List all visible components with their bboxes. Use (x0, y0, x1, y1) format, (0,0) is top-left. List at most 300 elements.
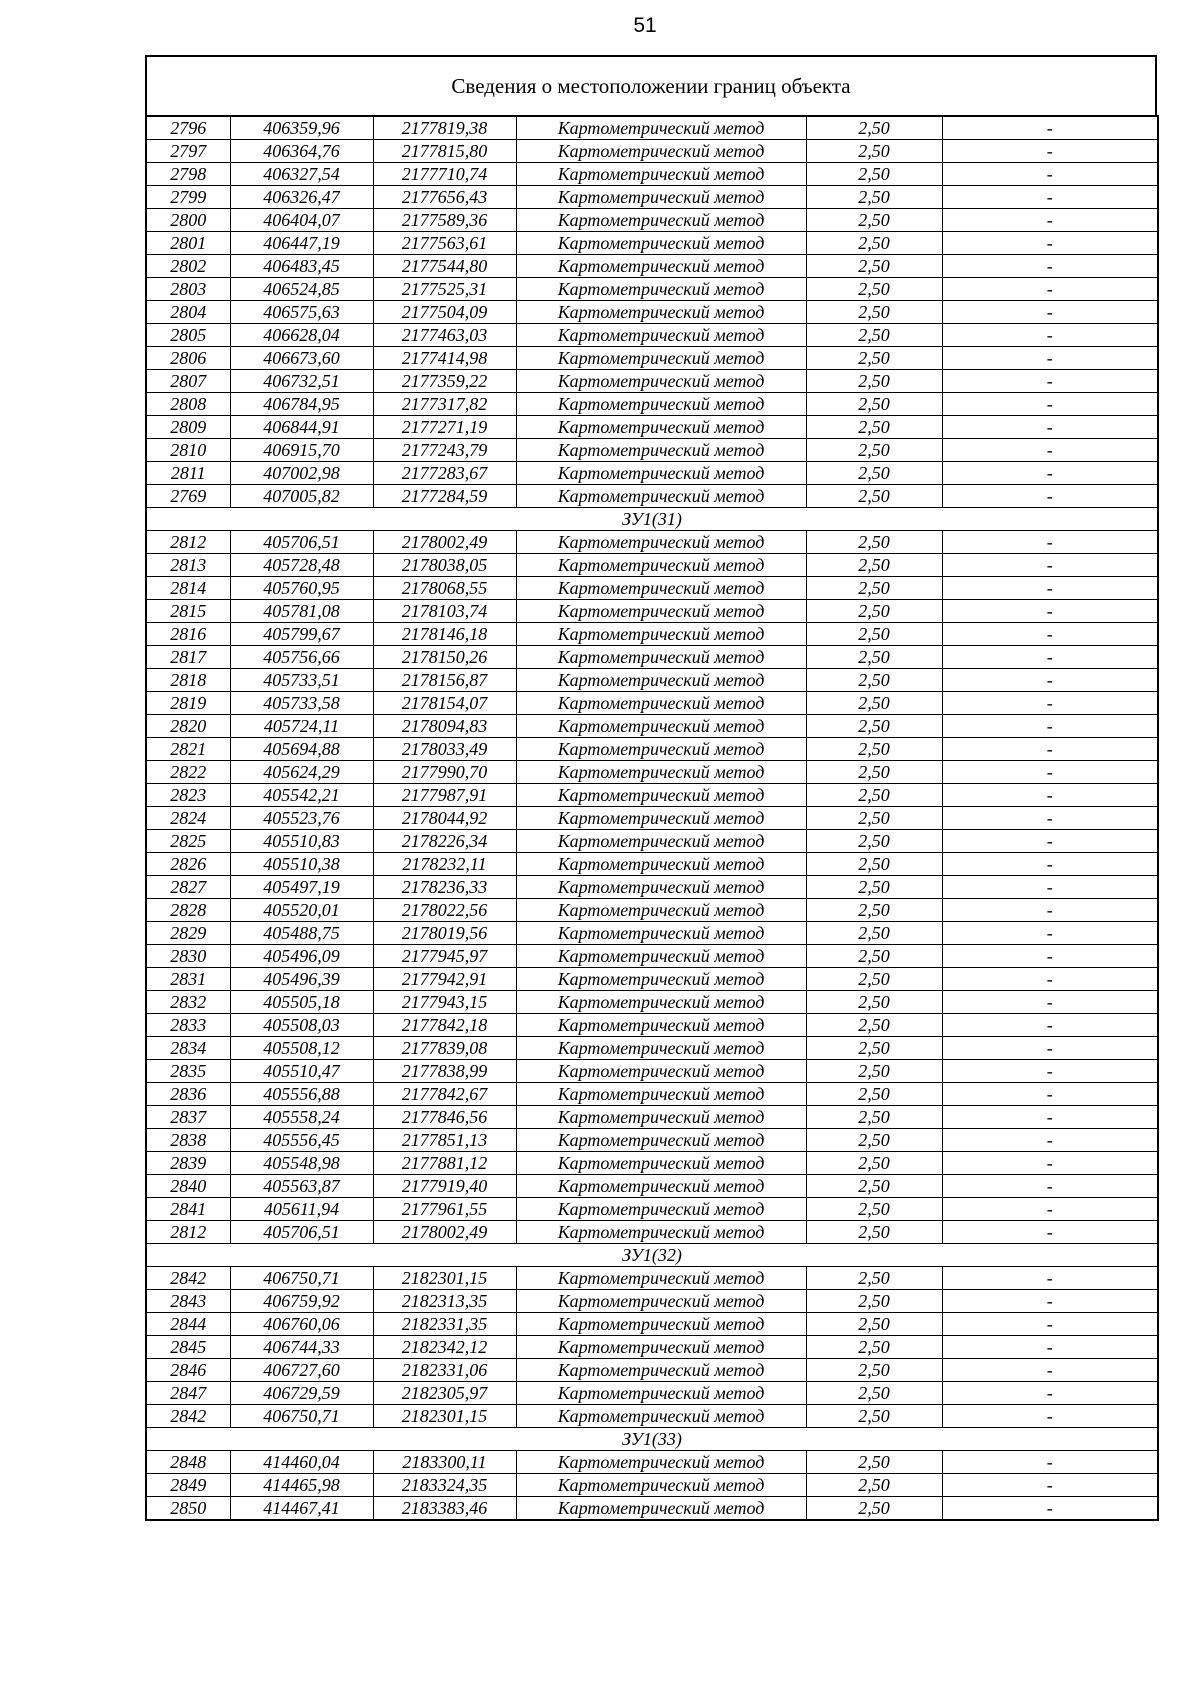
section-label: ЗУ1(31) (146, 508, 1158, 531)
coordinate-x-cell: 405542,21 (230, 784, 373, 807)
accuracy-cell: 2,50 (806, 899, 942, 922)
coordinate-y-cell: 2177839,08 (373, 1037, 516, 1060)
point-number-cell: 2809 (146, 416, 230, 439)
method-cell: Картометрический метод (516, 600, 806, 623)
accuracy-cell: 2,50 (806, 1198, 942, 1221)
point-number-cell: 2819 (146, 692, 230, 715)
coordinate-y-cell: 2177463,03 (373, 324, 516, 347)
table-row (146, 163, 1158, 186)
method-cell: Картометрический метод (516, 531, 806, 554)
coordinate-y-cell: 2182305,97 (373, 1382, 516, 1405)
point-number-cell: 2817 (146, 646, 230, 669)
note-cell: - (942, 278, 1158, 301)
table-row (146, 899, 1158, 922)
coordinates-table-body (146, 116, 1158, 1520)
accuracy-cell: 2,50 (806, 692, 942, 715)
note-cell: - (942, 807, 1158, 830)
coordinate-x-cell: 414467,41 (230, 1497, 373, 1521)
table-row (146, 393, 1158, 416)
note-cell: - (942, 1290, 1158, 1313)
coordinate-y-cell: 2177283,67 (373, 462, 516, 485)
coordinate-y-cell: 2177563,61 (373, 232, 516, 255)
accuracy-cell: 2,50 (806, 485, 942, 508)
coordinate-x-cell: 405508,12 (230, 1037, 373, 1060)
note-cell: - (942, 1382, 1158, 1405)
coordinate-x-cell: 405563,87 (230, 1175, 373, 1198)
coordinate-x-cell: 407002,98 (230, 462, 373, 485)
point-number-cell: 2769 (146, 485, 230, 508)
note-cell: - (942, 116, 1158, 140)
method-cell: Картометрический метод (516, 1014, 806, 1037)
method-cell: Картометрический метод (516, 186, 806, 209)
point-number-cell: 2808 (146, 393, 230, 416)
point-number-cell: 2798 (146, 163, 230, 186)
point-number-cell: 2841 (146, 1198, 230, 1221)
note-cell: - (942, 163, 1158, 186)
accuracy-cell: 2,50 (806, 876, 942, 899)
method-cell: Картометрический метод (516, 1336, 806, 1359)
accuracy-cell: 2,50 (806, 209, 942, 232)
method-cell: Картометрический метод (516, 1474, 806, 1497)
method-cell: Картометрический метод (516, 462, 806, 485)
note-cell: - (942, 1060, 1158, 1083)
method-cell: Картометрический метод (516, 807, 806, 830)
accuracy-cell: 2,50 (806, 830, 942, 853)
method-cell: Картометрический метод (516, 577, 806, 600)
table-row (146, 1382, 1158, 1405)
note-cell: - (942, 1474, 1158, 1497)
point-number-cell: 2811 (146, 462, 230, 485)
accuracy-cell: 2,50 (806, 1497, 942, 1521)
point-number-cell: 2848 (146, 1451, 230, 1474)
method-cell: Картометрический метод (516, 1451, 806, 1474)
point-number-cell: 2835 (146, 1060, 230, 1083)
coordinate-y-cell: 2177838,99 (373, 1060, 516, 1083)
point-number-cell: 2823 (146, 784, 230, 807)
coordinate-x-cell: 406760,06 (230, 1313, 373, 1336)
method-cell: Картометрический метод (516, 1313, 806, 1336)
table-row (146, 1497, 1158, 1521)
table-row (146, 439, 1158, 462)
method-cell: Картометрический метод (516, 163, 806, 186)
coordinate-y-cell: 2177961,55 (373, 1198, 516, 1221)
method-cell: Картометрический метод (516, 715, 806, 738)
coordinate-x-cell: 406732,51 (230, 370, 373, 393)
note-cell: - (942, 830, 1158, 853)
point-number-cell: 2844 (146, 1313, 230, 1336)
point-number-cell: 2815 (146, 600, 230, 623)
point-number-cell: 2837 (146, 1106, 230, 1129)
coordinate-y-cell: 2177504,09 (373, 301, 516, 324)
point-number-cell: 2799 (146, 186, 230, 209)
note-cell: - (942, 1198, 1158, 1221)
accuracy-cell: 2,50 (806, 232, 942, 255)
method-cell: Картометрический метод (516, 416, 806, 439)
coordinate-x-cell: 407005,82 (230, 485, 373, 508)
coordinate-x-cell: 405706,51 (230, 1221, 373, 1244)
accuracy-cell: 2,50 (806, 1014, 942, 1037)
accuracy-cell: 2,50 (806, 968, 942, 991)
table-row (146, 209, 1158, 232)
method-cell: Картометрический метод (516, 1060, 806, 1083)
coordinate-x-cell: 406404,07 (230, 209, 373, 232)
note-cell: - (942, 370, 1158, 393)
method-cell: Картометрический метод (516, 1106, 806, 1129)
coordinate-y-cell: 2178038,05 (373, 554, 516, 577)
coordinate-x-cell: 406729,59 (230, 1382, 373, 1405)
table-row (146, 255, 1158, 278)
page-number: 51 (633, 14, 657, 37)
accuracy-cell: 2,50 (806, 715, 942, 738)
method-cell: Картометрический метод (516, 140, 806, 163)
coordinate-y-cell: 2178033,49 (373, 738, 516, 761)
method-cell: Картометрический метод (516, 830, 806, 853)
note-cell: - (942, 485, 1158, 508)
note-cell: - (942, 1083, 1158, 1106)
method-cell: Картометрический метод (516, 439, 806, 462)
point-number-cell: 2820 (146, 715, 230, 738)
table-row (146, 1290, 1158, 1313)
note-cell: - (942, 715, 1158, 738)
table-row (146, 1083, 1158, 1106)
accuracy-cell: 2,50 (806, 278, 942, 301)
note-cell: - (942, 600, 1158, 623)
method-cell: Картометрический метод (516, 646, 806, 669)
coordinate-y-cell: 2178094,83 (373, 715, 516, 738)
coordinate-x-cell: 405799,67 (230, 623, 373, 646)
table-row (146, 531, 1158, 554)
method-cell: Картометрический метод (516, 1037, 806, 1060)
table-row (146, 1313, 1158, 1336)
table-row (146, 761, 1158, 784)
accuracy-cell: 2,50 (806, 738, 942, 761)
coordinate-x-cell: 406744,33 (230, 1336, 373, 1359)
method-cell: Картометрический метод (516, 393, 806, 416)
coordinate-x-cell: 406364,76 (230, 140, 373, 163)
table-row (146, 669, 1158, 692)
point-number-cell: 2796 (146, 116, 230, 140)
point-number-cell: 2807 (146, 370, 230, 393)
coordinate-y-cell: 2183300,11 (373, 1451, 516, 1474)
coordinate-x-cell: 406628,04 (230, 324, 373, 347)
note-cell: - (942, 1451, 1158, 1474)
note-cell: - (942, 554, 1158, 577)
accuracy-cell: 2,50 (806, 922, 942, 945)
table-row (146, 462, 1158, 485)
accuracy-cell: 2,50 (806, 1336, 942, 1359)
coordinate-x-cell: 406326,47 (230, 186, 373, 209)
coordinate-x-cell: 406359,96 (230, 116, 373, 140)
table-row (146, 784, 1158, 807)
coordinate-x-cell: 405497,19 (230, 876, 373, 899)
accuracy-cell: 2,50 (806, 807, 942, 830)
method-cell: Картометрический метод (516, 991, 806, 1014)
table-row (146, 1198, 1158, 1221)
table-row (146, 600, 1158, 623)
table-row (146, 1129, 1158, 1152)
note-cell: - (942, 784, 1158, 807)
accuracy-cell: 2,50 (806, 1129, 942, 1152)
note-cell: - (942, 301, 1158, 324)
note-cell: - (942, 1497, 1158, 1521)
accuracy-cell: 2,50 (806, 991, 942, 1014)
method-cell: Картометрический метод (516, 324, 806, 347)
note-cell: - (942, 531, 1158, 554)
point-number-cell: 2834 (146, 1037, 230, 1060)
accuracy-cell: 2,50 (806, 1037, 942, 1060)
note-cell: - (942, 738, 1158, 761)
coordinate-x-cell: 406327,54 (230, 163, 373, 186)
section-label: ЗУ1(33) (146, 1428, 1158, 1451)
coordinate-y-cell: 2177987,91 (373, 784, 516, 807)
table-row (146, 140, 1158, 163)
note-cell: - (942, 991, 1158, 1014)
coordinate-y-cell: 2177815,80 (373, 140, 516, 163)
point-number-cell: 2843 (146, 1290, 230, 1313)
note-cell: - (942, 577, 1158, 600)
method-cell: Картометрический метод (516, 1267, 806, 1290)
accuracy-cell: 2,50 (806, 347, 942, 370)
coordinate-x-cell: 405505,18 (230, 991, 373, 1014)
accuracy-cell: 2,50 (806, 370, 942, 393)
coordinate-x-cell: 405728,48 (230, 554, 373, 577)
coordinate-y-cell: 2182313,35 (373, 1290, 516, 1313)
point-number-cell: 2826 (146, 853, 230, 876)
point-number-cell: 2801 (146, 232, 230, 255)
table-row (146, 485, 1158, 508)
point-number-cell: 2802 (146, 255, 230, 278)
point-number-cell: 2821 (146, 738, 230, 761)
table-row (146, 830, 1158, 853)
method-cell: Картометрический метод (516, 853, 806, 876)
coordinate-x-cell: 405556,45 (230, 1129, 373, 1152)
table-row (146, 301, 1158, 324)
coordinate-y-cell: 2177414,98 (373, 347, 516, 370)
accuracy-cell: 2,50 (806, 646, 942, 669)
accuracy-cell: 2,50 (806, 669, 942, 692)
accuracy-cell: 2,50 (806, 1405, 942, 1428)
point-number-cell: 2829 (146, 922, 230, 945)
point-number-cell: 2849 (146, 1474, 230, 1497)
coordinate-y-cell: 2178156,87 (373, 669, 516, 692)
note-cell: - (942, 140, 1158, 163)
accuracy-cell: 2,50 (806, 1474, 942, 1497)
table-row (146, 1152, 1158, 1175)
coordinate-y-cell: 2177919,40 (373, 1175, 516, 1198)
table-row (146, 646, 1158, 669)
accuracy-cell: 2,50 (806, 945, 942, 968)
coordinate-x-cell: 405760,95 (230, 577, 373, 600)
accuracy-cell: 2,50 (806, 1359, 942, 1382)
point-number-cell: 2833 (146, 1014, 230, 1037)
point-number-cell: 2818 (146, 669, 230, 692)
note-cell: - (942, 1129, 1158, 1152)
coordinate-y-cell: 2177284,59 (373, 485, 516, 508)
method-cell: Картометрический метод (516, 116, 806, 140)
table-row (146, 968, 1158, 991)
coordinate-y-cell: 2183324,35 (373, 1474, 516, 1497)
method-cell: Картометрический метод (516, 738, 806, 761)
accuracy-cell: 2,50 (806, 462, 942, 485)
method-cell: Картометрический метод (516, 1405, 806, 1428)
coordinate-x-cell: 405510,38 (230, 853, 373, 876)
table-row (146, 807, 1158, 830)
method-cell: Картометрический метод (516, 554, 806, 577)
coordinate-y-cell: 2182331,06 (373, 1359, 516, 1382)
note-cell: - (942, 1037, 1158, 1060)
accuracy-cell: 2,50 (806, 1451, 942, 1474)
method-cell: Картометрический метод (516, 761, 806, 784)
accuracy-cell: 2,50 (806, 784, 942, 807)
accuracy-cell: 2,50 (806, 324, 942, 347)
coordinate-y-cell: 2178002,49 (373, 531, 516, 554)
coordinate-y-cell: 2177945,97 (373, 945, 516, 968)
method-cell: Картометрический метод (516, 692, 806, 715)
coordinate-x-cell: 405510,83 (230, 830, 373, 853)
coordinate-x-cell: 405624,29 (230, 761, 373, 784)
table-row (146, 347, 1158, 370)
coordinate-x-cell: 405781,08 (230, 600, 373, 623)
point-number-cell: 2846 (146, 1359, 230, 1382)
table-row (146, 876, 1158, 899)
method-cell: Картометрический метод (516, 784, 806, 807)
accuracy-cell: 2,50 (806, 600, 942, 623)
coordinate-y-cell: 2177842,18 (373, 1014, 516, 1037)
table-row (146, 1359, 1158, 1382)
coordinate-x-cell: 405548,98 (230, 1152, 373, 1175)
section-header-row (146, 508, 1158, 531)
section-header-row (146, 1428, 1158, 1451)
accuracy-cell: 2,50 (806, 1152, 942, 1175)
coordinate-y-cell: 2178103,74 (373, 600, 516, 623)
point-number-cell: 2804 (146, 301, 230, 324)
coordinate-x-cell: 405556,88 (230, 1083, 373, 1106)
point-number-cell: 2816 (146, 623, 230, 646)
table-row (146, 945, 1158, 968)
accuracy-cell: 2,50 (806, 1382, 942, 1405)
point-number-cell: 2840 (146, 1175, 230, 1198)
accuracy-cell: 2,50 (806, 116, 942, 140)
accuracy-cell: 2,50 (806, 1267, 942, 1290)
accuracy-cell: 2,50 (806, 439, 942, 462)
table-row (146, 715, 1158, 738)
table-row (146, 623, 1158, 646)
note-cell: - (942, 324, 1158, 347)
method-cell: Картометрический метод (516, 1152, 806, 1175)
point-number-cell: 2812 (146, 1221, 230, 1244)
accuracy-cell: 2,50 (806, 761, 942, 784)
table-row (146, 1451, 1158, 1474)
accuracy-cell: 2,50 (806, 301, 942, 324)
coordinate-x-cell: 405508,03 (230, 1014, 373, 1037)
point-number-cell: 2822 (146, 761, 230, 784)
coordinate-y-cell: 2177842,67 (373, 1083, 516, 1106)
method-cell: Картометрический метод (516, 876, 806, 899)
coordinate-y-cell: 2177851,13 (373, 1129, 516, 1152)
method-cell: Картометрический метод (516, 1382, 806, 1405)
point-number-cell: 2803 (146, 278, 230, 301)
method-cell: Картометрический метод (516, 1497, 806, 1521)
coordinate-x-cell: 405733,51 (230, 669, 373, 692)
coordinate-y-cell: 2183383,46 (373, 1497, 516, 1521)
coordinate-x-cell: 406447,19 (230, 232, 373, 255)
point-number-cell: 2832 (146, 991, 230, 1014)
coordinates-table (145, 115, 1159, 1521)
point-number-cell: 2810 (146, 439, 230, 462)
table-row (146, 692, 1158, 715)
coordinate-y-cell: 2182301,15 (373, 1267, 516, 1290)
method-cell: Картометрический метод (516, 1290, 806, 1313)
point-number-cell: 2842 (146, 1267, 230, 1290)
method-cell: Картометрический метод (516, 278, 806, 301)
table-row (146, 232, 1158, 255)
coordinate-x-cell: 405611,94 (230, 1198, 373, 1221)
table-row (146, 738, 1158, 761)
note-cell: - (942, 623, 1158, 646)
section-label: ЗУ1(32) (146, 1244, 1158, 1267)
coordinate-x-cell: 406784,95 (230, 393, 373, 416)
accuracy-cell: 2,50 (806, 1290, 942, 1313)
coordinate-y-cell: 2177589,36 (373, 209, 516, 232)
table-row (146, 1405, 1158, 1428)
table-row (146, 577, 1158, 600)
accuracy-cell: 2,50 (806, 255, 942, 278)
coordinate-y-cell: 2177710,74 (373, 163, 516, 186)
coordinate-x-cell: 406575,63 (230, 301, 373, 324)
coordinate-x-cell: 406915,70 (230, 439, 373, 462)
coordinate-y-cell: 2177271,19 (373, 416, 516, 439)
coordinate-y-cell: 2178019,56 (373, 922, 516, 945)
note-cell: - (942, 1152, 1158, 1175)
point-number-cell: 2827 (146, 876, 230, 899)
note-cell: - (942, 922, 1158, 945)
point-number-cell: 2830 (146, 945, 230, 968)
point-number-cell: 2814 (146, 577, 230, 600)
table-row (146, 1267, 1158, 1290)
accuracy-cell: 2,50 (806, 416, 942, 439)
accuracy-cell: 2,50 (806, 163, 942, 186)
coordinate-y-cell: 2177359,22 (373, 370, 516, 393)
table-row (146, 853, 1158, 876)
coordinate-y-cell: 2177846,56 (373, 1106, 516, 1129)
coordinate-x-cell: 406844,91 (230, 416, 373, 439)
note-cell: - (942, 1221, 1158, 1244)
boundary-sheet (145, 55, 1157, 1521)
method-cell: Картометрический метод (516, 370, 806, 393)
point-number-cell: 2842 (146, 1405, 230, 1428)
table-row (146, 416, 1158, 439)
point-number-cell: 2839 (146, 1152, 230, 1175)
coordinate-x-cell: 405496,39 (230, 968, 373, 991)
coordinate-x-cell: 406750,71 (230, 1405, 373, 1428)
method-cell: Картометрический метод (516, 485, 806, 508)
coordinate-x-cell: 405558,24 (230, 1106, 373, 1129)
method-cell: Картометрический метод (516, 899, 806, 922)
accuracy-cell: 2,50 (806, 577, 942, 600)
coordinate-y-cell: 2182301,15 (373, 1405, 516, 1428)
coordinate-y-cell: 2182342,12 (373, 1336, 516, 1359)
note-cell: - (942, 347, 1158, 370)
coordinate-y-cell: 2177525,31 (373, 278, 516, 301)
table-row (146, 324, 1158, 347)
coordinate-x-cell: 405523,76 (230, 807, 373, 830)
coordinate-x-cell: 406759,92 (230, 1290, 373, 1313)
coordinate-y-cell: 2177943,15 (373, 991, 516, 1014)
note-cell: - (942, 945, 1158, 968)
method-cell: Картометрический метод (516, 301, 806, 324)
point-number-cell: 2824 (146, 807, 230, 830)
method-cell: Картометрический метод (516, 1221, 806, 1244)
